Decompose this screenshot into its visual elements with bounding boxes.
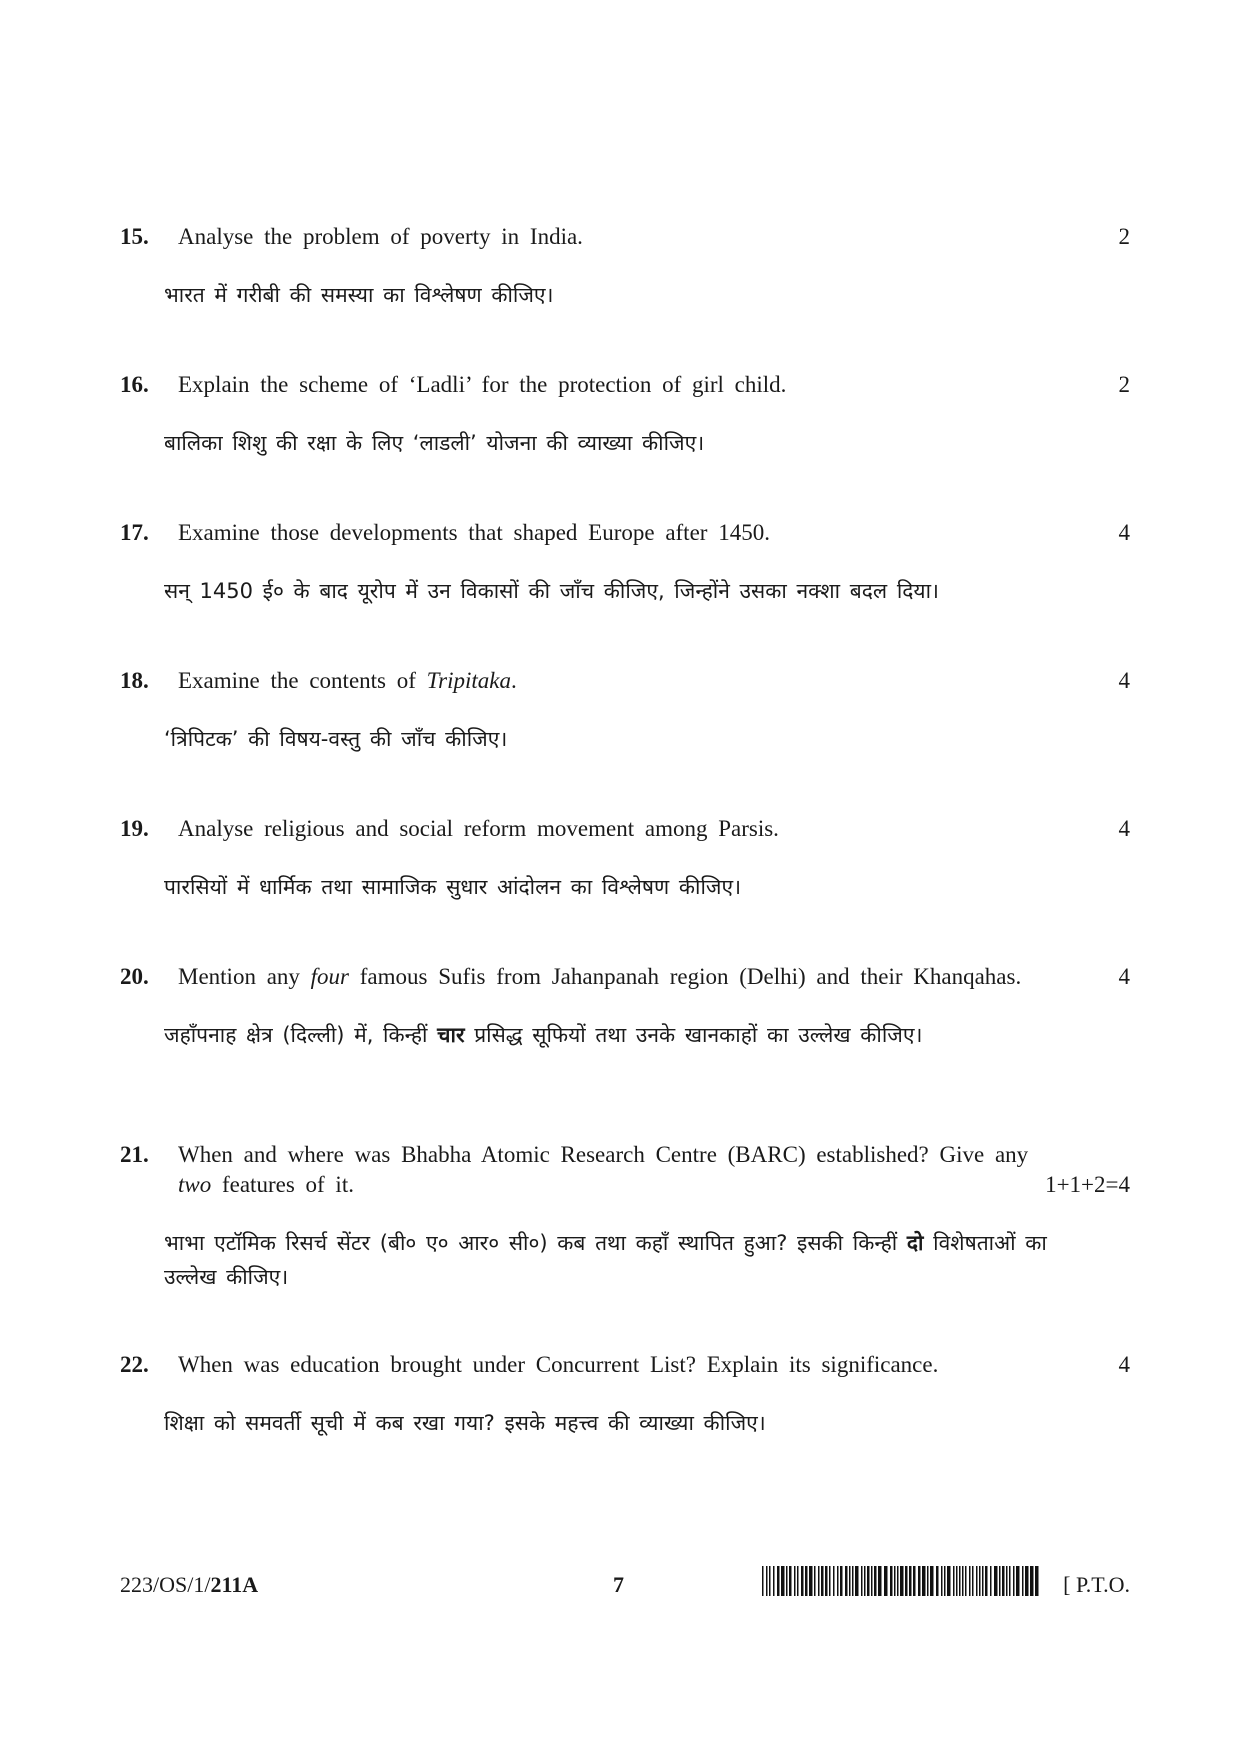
barcode-bar xyxy=(861,1566,863,1596)
question-text-hindi: भारत में गरीबी की समस्या का विश्लेषण कीजिए। xyxy=(164,283,554,307)
question-21 xyxy=(120,1140,1130,1294)
barcode-bar xyxy=(897,1566,899,1596)
barcode-bar xyxy=(936,1566,939,1596)
question-row xyxy=(120,1350,1130,1380)
question-number: 17. xyxy=(120,520,149,545)
english-emphasis: Tripitaka xyxy=(426,668,512,693)
english-text: famous Sufis from Jahanpanah region (Delhi) and their Khanqahas. xyxy=(349,964,1022,989)
barcode-bar xyxy=(1025,1566,1029,1596)
barcode-bar xyxy=(818,1566,820,1596)
barcode-bar xyxy=(855,1566,859,1596)
paper-code-bold: 211A xyxy=(210,1572,259,1597)
barcode-bar xyxy=(990,1566,992,1596)
question-row xyxy=(120,1140,1130,1200)
barcode-bar xyxy=(781,1566,785,1596)
question-text-english: Examine those developments that shaped Europe after 1450. xyxy=(178,520,770,545)
barcode-bar xyxy=(909,1566,912,1596)
question-text-english: Analyse the problem of poverty in India. xyxy=(178,224,583,249)
barcode-bar xyxy=(867,1566,870,1596)
question-16 xyxy=(120,370,1130,460)
hindi-text: भाभा एटॉमिक रिसर्च सेंटर (बी० ए० आर० सी०) कब तथा कहाँ स्थापित हुआ? इसकी किन्हीं xyxy=(164,1231,907,1255)
question-text-hindi: बालिका शिशु की रक्षा के लिए ‘लाडली’ योजना की व्याख्या कीजिए। xyxy=(164,431,705,455)
barcode-bar xyxy=(814,1566,816,1596)
question-number: 19. xyxy=(120,816,149,841)
question-marks: 4 xyxy=(1118,816,1130,841)
english-text: Mention any xyxy=(178,964,311,989)
barcode-bar xyxy=(999,1566,1001,1596)
barcode-bar xyxy=(833,1566,835,1596)
barcode-bar xyxy=(979,1566,981,1596)
hindi-text: जहाँपनाह क्षेत्र (दिल्ली) में, किन्हीं xyxy=(164,1023,438,1047)
paper-code xyxy=(120,1572,258,1598)
barcode-bar xyxy=(1013,1566,1015,1596)
barcode-bar xyxy=(1006,1566,1008,1596)
barcode-bar xyxy=(976,1566,978,1596)
barcode-bar xyxy=(821,1566,824,1596)
question-text-english xyxy=(178,962,1060,992)
barcode-bar xyxy=(905,1566,908,1596)
barcode-bar xyxy=(766,1566,768,1596)
english-text: When and where was Bhabha Atomic Research Centre (BARC) established? Give any xyxy=(178,1142,1029,1167)
barcode-bar xyxy=(962,1566,964,1596)
question-row xyxy=(120,518,1130,548)
question-row xyxy=(120,962,1130,992)
question-text-english xyxy=(178,1140,1060,1200)
barcode-bar xyxy=(849,1566,851,1596)
barcode-bar xyxy=(837,1566,839,1596)
hindi-text: विशेषताओं का उल्लेख कीजिए। xyxy=(164,1231,1047,1289)
barcode-bar xyxy=(840,1566,843,1596)
barcode-bar xyxy=(947,1566,951,1596)
question-row xyxy=(120,814,1130,844)
english-text: Examine the contents of xyxy=(178,668,427,693)
barcode-bar xyxy=(944,1566,946,1596)
barcode-bar xyxy=(953,1566,955,1596)
question-marks: 4 xyxy=(1118,1352,1130,1377)
question-number: 18. xyxy=(120,668,149,693)
question-18 xyxy=(120,666,1130,756)
barcode-bar xyxy=(871,1566,873,1596)
question-19 xyxy=(120,814,1130,904)
question-marks: 4 xyxy=(1118,964,1130,989)
barcode-bar xyxy=(845,1566,848,1596)
barcode-bar xyxy=(825,1566,828,1596)
question-row xyxy=(120,666,1130,696)
english-emphasis: two xyxy=(178,1172,212,1197)
barcode-bar xyxy=(1009,1566,1011,1596)
barcode-bar xyxy=(773,1566,775,1596)
question-20 xyxy=(120,962,1130,1052)
question-text-english xyxy=(178,666,1060,696)
barcode-bar xyxy=(829,1566,831,1596)
question-text-hindi xyxy=(164,1226,1090,1294)
barcode-bar xyxy=(982,1566,984,1596)
barcode-bar xyxy=(797,1566,799,1596)
question-number: 20. xyxy=(120,964,149,989)
barcode-bar xyxy=(900,1566,904,1596)
barcode-bar xyxy=(941,1566,943,1596)
question-row xyxy=(120,222,1130,252)
question-number: 21. xyxy=(120,1142,149,1167)
barcode-bar xyxy=(985,1566,988,1596)
barcode-bar xyxy=(1030,1566,1034,1596)
question-text-english: When was education brought under Concurrent List? Explain its significance. xyxy=(178,1352,939,1377)
question-text-hindi: सन् 1450 ई० के बाद यूरोप में उन विकासों की जाँच कीजिए, जिन्होंने उसका नक्शा बदल दिया। xyxy=(164,579,939,603)
barcode-bar xyxy=(789,1566,792,1596)
question-text-hindi: ‘त्रिपिटक’ की विषय-वस्तु की जाँच कीजिए। xyxy=(164,727,508,751)
barcode-bar xyxy=(762,1566,764,1596)
question-text-english: Analyse religious and social reform movement among Parsis. xyxy=(178,816,779,841)
barcode-bar xyxy=(777,1566,780,1596)
barcode-bar xyxy=(930,1566,934,1596)
barcode-bar xyxy=(965,1566,967,1596)
barcode-bar xyxy=(894,1566,896,1596)
barcode-bar xyxy=(809,1566,813,1596)
barcode-bar xyxy=(864,1566,866,1596)
question-22 xyxy=(120,1350,1130,1440)
question-number: 16. xyxy=(120,372,149,397)
english-text: features of it. xyxy=(211,1172,354,1197)
barcode-bar xyxy=(769,1566,771,1596)
barcode-bar xyxy=(852,1566,854,1596)
question-marks: 4 xyxy=(1118,668,1130,693)
question-marks: 2 xyxy=(1118,372,1130,397)
question-text-english: Explain the scheme of ‘Ladli’ for the protection of girl child. xyxy=(178,372,787,397)
question-marks: 2 xyxy=(1118,224,1130,249)
page-footer xyxy=(120,1566,1130,1606)
page-number: 7 xyxy=(613,1572,624,1597)
barcode-bar xyxy=(1016,1566,1020,1596)
question-text-hindi xyxy=(164,1018,1090,1052)
question-15 xyxy=(120,222,1130,312)
english-emphasis: four xyxy=(310,964,349,989)
barcode-bar xyxy=(801,1566,804,1596)
question-marks: 1+1+2=4 xyxy=(1045,1172,1130,1197)
question-number: 15. xyxy=(120,224,149,249)
barcode-bar xyxy=(969,1566,971,1596)
barcode-bar xyxy=(805,1566,808,1596)
barcode-bar xyxy=(972,1566,974,1596)
english-text: . xyxy=(511,668,517,693)
barcode-icon xyxy=(760,1566,1040,1598)
question-17 xyxy=(120,518,1130,608)
question-text-hindi: पारसियों में धार्मिक तथा सामाजिक सुधार आंदोलन का विश्लेषण कीजिए। xyxy=(164,875,742,899)
barcode-bar xyxy=(994,1566,998,1596)
barcode-bar xyxy=(922,1566,926,1596)
question-number: 22. xyxy=(120,1352,149,1377)
barcode-bar xyxy=(878,1566,882,1596)
barcode-bar xyxy=(884,1566,888,1596)
pto-label: [ P.T.O. xyxy=(1063,1572,1130,1597)
barcode-bar xyxy=(794,1566,796,1596)
hindi-text: प्रसिद्ध सूफियों तथा उनके खानकाहों का उल्लेख कीजिए। xyxy=(464,1023,923,1047)
barcode-bar xyxy=(927,1566,929,1596)
barcode-bar xyxy=(786,1566,788,1596)
question-row xyxy=(120,370,1130,400)
barcode-bar xyxy=(874,1566,877,1596)
barcode-bar xyxy=(959,1566,961,1596)
barcode-bar xyxy=(890,1566,893,1596)
barcode-bar xyxy=(1002,1566,1005,1596)
barcode-bar xyxy=(913,1566,916,1596)
hindi-emphasis: चार xyxy=(437,1023,465,1047)
question-text-hindi: शिक्षा को समवर्ती सूची में कब रखा गया? इसके महत्त्व की व्याख्या कीजिए। xyxy=(164,1411,766,1435)
barcode-bar xyxy=(1022,1566,1024,1596)
barcode-bar xyxy=(918,1566,921,1596)
question-marks: 4 xyxy=(1118,520,1130,545)
barcode-bar xyxy=(956,1566,958,1596)
hindi-emphasis: दो xyxy=(906,1231,924,1255)
barcode-bar xyxy=(1035,1566,1039,1596)
paper-code-prefix: 223/OS/1/ xyxy=(120,1572,211,1597)
